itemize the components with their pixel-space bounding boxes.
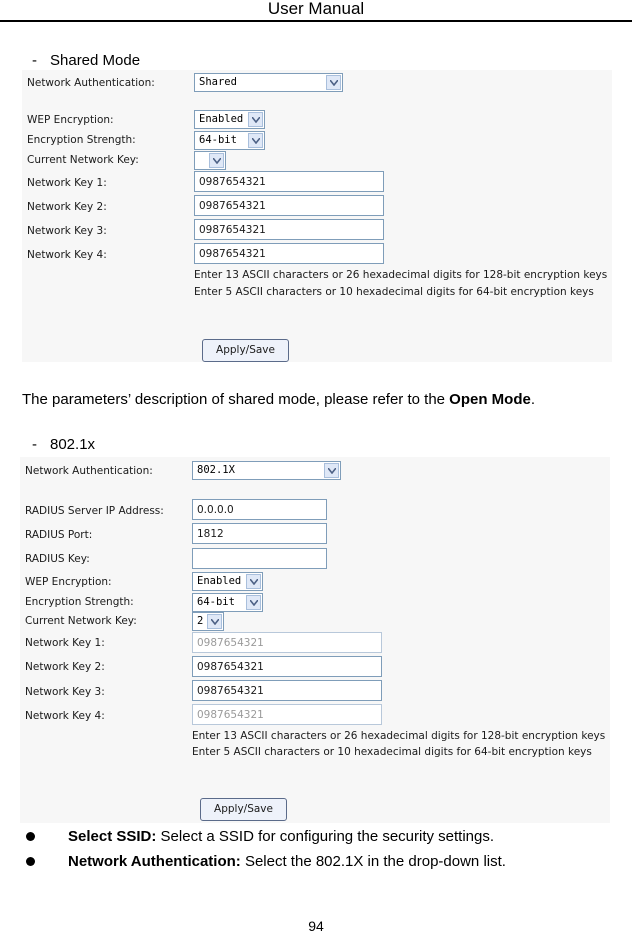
network-auth-value: Shared — [199, 76, 237, 88]
dot1x-apply-save-button[interactable]: Apply/Save — [200, 798, 287, 821]
dot1x-network-auth-select[interactable] — [192, 461, 341, 480]
dot1x-network-key-3-label: Network Key 3: — [25, 686, 105, 698]
header-title: User Manual — [267, 0, 365, 18]
chevron-down-icon — [209, 153, 224, 168]
network-auth-label: Network Authentication: — [27, 77, 155, 89]
shared-mode-title: Shared Mode — [50, 52, 141, 69]
dot1x-wep-encryption-label: WEP Encryption: — [25, 576, 112, 588]
network-key-1-input[interactable]: 0987654321 — [194, 171, 384, 192]
dot1x-encryption-strength-label: Encryption Strength: — [25, 596, 134, 608]
radius-ip-label: RADIUS Server IP Address: — [25, 505, 164, 517]
bullet-term: Network Authentication: — [68, 853, 241, 870]
dot1x-network-key-2-input[interactable]: 0987654321 — [192, 656, 382, 677]
network-key-3-input[interactable]: 0987654321 — [194, 219, 384, 240]
hint-128bit: Enter 13 ASCII characters or 26 hexadecimal digits for 128-bit encryption keys — [194, 269, 608, 281]
chevron-down-icon — [248, 112, 263, 127]
dot1x-current-network-key-label: Current Network Key: — [25, 615, 137, 627]
network-key-4-input[interactable]: 0987654321 — [194, 243, 384, 264]
network-key-3-label: Network Key 3: — [27, 225, 107, 237]
dot1x-title: 802.1x — [50, 436, 96, 453]
network-key-2-input[interactable]: 0987654321 — [194, 195, 384, 216]
bullet-desc: Select the 802.1X in the drop-down list. — [240, 853, 506, 870]
dot1x-network-key-1-label: Network Key 1: — [25, 637, 105, 649]
dot1x-hint-64bit: Enter 5 ASCII characters or 10 hexadecimal digits for 64-bit encryption keys — [192, 746, 592, 758]
dot1x-network-key-4-input: 0987654321 — [192, 704, 382, 725]
dot1x-network-key-4-label: Network Key 4: — [25, 710, 105, 722]
network-key-1-label: Network Key 1: — [27, 177, 107, 189]
dot1x-current-network-key-value: 2 — [197, 615, 204, 627]
network-key-4-label: Network Key 4: — [27, 249, 107, 261]
dot1x-network-key-3-input[interactable]: 0987654321 — [192, 680, 382, 701]
dot1x-dash: - — [32, 436, 37, 453]
bullet-network-authentication — [68, 853, 506, 870]
network-auth-select[interactable] — [194, 73, 343, 92]
dot1x-network-key-1-input: 0987654321 — [192, 632, 382, 653]
header-rule — [0, 20, 632, 22]
current-network-key-select[interactable] — [194, 151, 226, 170]
dot1x-encryption-strength-value: 64-bit — [197, 596, 235, 608]
encryption-strength-select[interactable] — [194, 131, 265, 150]
dot1x-wep-encryption-value: Enabled — [197, 575, 242, 587]
radius-key-label: RADIUS Key: — [25, 553, 90, 565]
apply-save-button[interactable]: Apply/Save — [202, 339, 289, 362]
bullet-dot — [26, 832, 35, 841]
wep-encryption-label: WEP Encryption: — [27, 114, 114, 126]
dot1x-current-network-key-select[interactable] — [192, 612, 224, 631]
open-mode-reference: Open Mode — [449, 391, 531, 408]
chevron-down-icon — [326, 75, 341, 90]
bullet-select-ssid — [68, 828, 494, 845]
page-number: 94 — [308, 918, 324, 934]
radius-key-input[interactable] — [192, 548, 327, 569]
bullet-desc: Select a SSID for configuring the security settings. — [156, 828, 495, 845]
chevron-down-icon — [207, 614, 222, 629]
radius-port-label: RADIUS Port: — [25, 529, 93, 541]
dot1x-hint-128bit: Enter 13 ASCII characters or 26 hexadecimal digits for 128-bit encryption keys — [192, 730, 606, 742]
hint-64bit: Enter 5 ASCII characters or 10 hexadecimal digits for 64-bit encryption keys — [194, 286, 594, 298]
radius-port-input[interactable]: 1812 — [192, 523, 327, 544]
bullet-dot — [26, 857, 35, 866]
dot1x-network-key-2-label: Network Key 2: — [25, 661, 105, 673]
wep-encryption-value: Enabled — [199, 113, 244, 125]
encryption-strength-label: Encryption Strength: — [27, 134, 136, 146]
radius-ip-input[interactable]: 0.0.0.0 — [192, 499, 327, 520]
shared-mode-dash: - — [32, 52, 37, 69]
current-network-key-label: Current Network Key: — [27, 154, 139, 166]
wep-encryption-select[interactable] — [194, 110, 265, 129]
dot1x-network-auth-value: 802.1X — [197, 464, 235, 476]
dot1x-encryption-strength-select[interactable] — [192, 593, 263, 612]
description-end: . — [530, 391, 536, 408]
chevron-down-icon — [246, 574, 261, 589]
network-key-2-label: Network Key 2: — [27, 201, 107, 213]
bullet-term: Select SSID: — [68, 828, 157, 845]
chevron-down-icon — [248, 133, 263, 148]
dot1x-network-auth-label: Network Authentication: — [25, 465, 153, 477]
dot1x-wep-encryption-select[interactable] — [192, 572, 263, 591]
shared-mode-description — [22, 391, 535, 408]
chevron-down-icon — [324, 463, 339, 478]
chevron-down-icon — [246, 595, 261, 610]
description-text: The parameters’ description of shared mode, please refer to the — [22, 391, 450, 408]
encryption-strength-value: 64-bit — [199, 134, 237, 146]
